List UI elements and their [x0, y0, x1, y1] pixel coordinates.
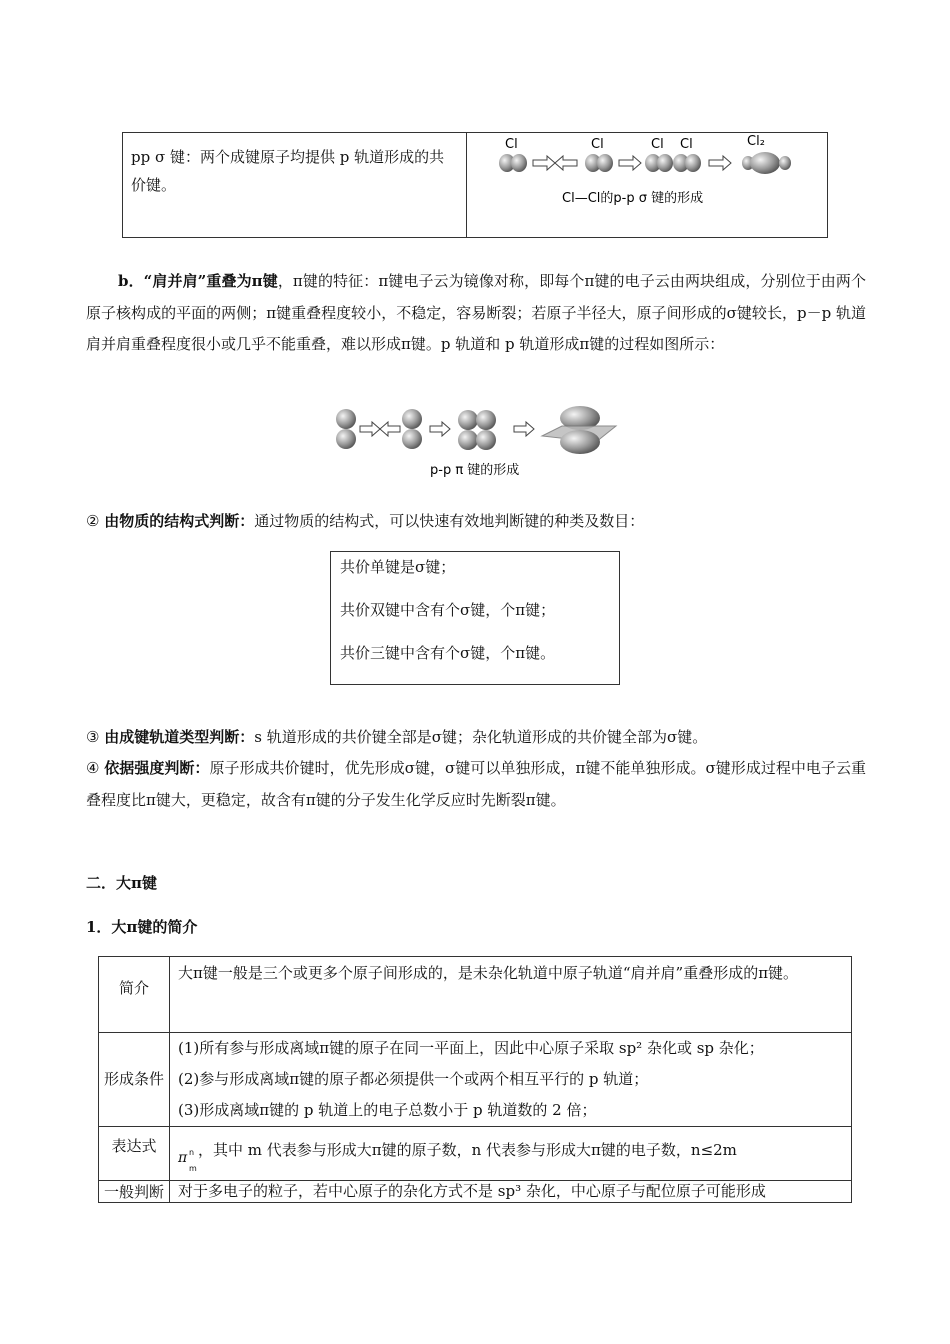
judgement-text: 对于多电子的粒子，若中心原子的杂化方式不是 sp³ 杂化，中心原子与配位原子可能形成 [170, 1181, 852, 1203]
item-heading: 依据强度判断： [104, 759, 210, 777]
item-body: s 轨道形成的共价键全部是σ键；杂化轨道形成的共价键全部为σ键。 [254, 728, 708, 746]
p-orbital-lobe [336, 409, 356, 429]
orbital-small-lobe [779, 156, 791, 170]
big-pi-bond-table [98, 956, 852, 1203]
item-body: 原子形成共价键时，优先形成σ键，σ键可以单独形成，π键不能单独形成。σ键形成过程中电子云重叠程度比π键大，更稳定，故含有π键的分子发生化学反应时先断裂π键。 [86, 759, 866, 809]
p-orbital-lobe [458, 430, 478, 450]
cl-label-1: Cl [505, 137, 518, 152]
bond-count-box [330, 551, 620, 685]
p-orbital-lobe [402, 429, 422, 449]
arrow-right-icon [533, 156, 555, 170]
arrow-left-icon [555, 156, 577, 170]
figure-caption: p-p π 键的形成 [430, 463, 520, 478]
p-orbital-lobe [476, 430, 496, 450]
cl-label-3: Cl [651, 137, 664, 152]
single-bond-line: 共价单键是σ键； [340, 558, 456, 576]
p-orbital-lobe [476, 410, 496, 430]
triple-bond-line: 共价三键中含有个σ键，个π键。 [340, 644, 556, 662]
arrow-right-icon [360, 422, 380, 436]
item-structure-judgement [86, 506, 866, 538]
subsection-heading: 1．大π键的简介 [86, 918, 198, 936]
item-number: ② [86, 512, 100, 530]
p-orbital-lobe [597, 154, 613, 172]
cl2-formation-figure-cell [467, 133, 828, 238]
arrow-right-icon [430, 422, 450, 436]
intro-text: 大π键一般是三个或更多个原子间形成的，是未杂化轨道中原子轨道“肩并肩”重叠形成的π键。 [170, 957, 852, 1033]
section-heading: 二．大π键 [86, 874, 157, 892]
arrow-right-icon [619, 156, 641, 170]
pi-bond-body: ，π键的特征：π键电子云为镜像对称，即每个π键的电子云由两块组成，分别位于由两个原子核构成的平面的两侧；π键重叠程度较小，不稳定，容易断裂；若原子半径大，原子间形成的σ键较长，p－p 轨道肩并肩重叠程度很小或几乎不能重叠，难以形成π键。p 轨道和 p 轨道形成π键的过程如图所示： [86, 272, 866, 353]
pi-orbital-lower [560, 430, 600, 454]
sigma-bond-orbital [750, 152, 780, 174]
row-label: 表达式 [99, 1127, 170, 1181]
double-bond-line: 共价双键中含有个σ键，个π键； [340, 601, 556, 619]
arrow-right-icon [709, 156, 731, 170]
figure-caption: Cl—Cl的p-p σ 键的形成 [562, 191, 704, 206]
cl-label-4: Cl [680, 137, 693, 152]
arrow-left-icon [380, 422, 400, 436]
item-number: ④ [86, 759, 100, 777]
p-orbital-lobe [511, 154, 527, 172]
item-heading: 由成键轨道类型判断： [104, 728, 255, 746]
p-orbital-lobe [657, 154, 673, 172]
pi-bond-heading: b．“肩并肩”重叠为π键 [118, 272, 278, 290]
sigma-bond-table [122, 132, 828, 238]
p-orbital-lobe [336, 429, 356, 449]
p-orbital-lobe [402, 409, 422, 429]
big-pi-symbol: π n m [178, 1148, 197, 1173]
item-number: ③ [86, 728, 100, 746]
condition-line: (3)形成离域π键的 p 轨道上的电子总数小于 p 轨道数的 2 倍； [178, 1101, 597, 1119]
row-label: 一般判断 [99, 1181, 170, 1203]
pp-sigma-description: pp σ 键：两个成键原子均提供 p 轨道形成的共价键。 [123, 133, 467, 238]
item-strength-judgement [86, 753, 866, 816]
row-label: 形成条件 [99, 1033, 170, 1127]
item-orbital-type-judgement [86, 722, 866, 754]
pi-bond-diagram [330, 404, 630, 482]
cl-label-2: Cl [591, 137, 604, 152]
p-orbital-lobe [685, 154, 701, 172]
item-heading: 由物质的结构式判断： [104, 512, 255, 530]
condition-line: (1)所有参与形成离域π键的原子在同一平面上，因此中心原子采取 sp² 杂化或 sp 杂化； [178, 1039, 764, 1057]
arrow-right-icon [514, 422, 534, 436]
conditions-cell [170, 1033, 852, 1127]
item-body: 通过物质的结构式，可以快速有效地判断键的种类及数目： [254, 512, 645, 530]
cl2-sigma-bond-diagram [467, 133, 827, 227]
condition-line: (2)参与形成离域π键的原子都必须提供一个或两个相互平行的 p 轨道； [178, 1070, 649, 1088]
cl2-label: Cl₂ [747, 134, 765, 149]
row-label: 简介 [99, 957, 170, 1033]
p-orbital-lobe [458, 410, 478, 430]
expression-cell [170, 1127, 852, 1181]
pi-bond-paragraph [86, 266, 866, 361]
expression-text: ，其中 m 代表参与形成大π键的原子数，n 代表参与形成大π键的电子数，n≤2m [198, 1141, 737, 1159]
